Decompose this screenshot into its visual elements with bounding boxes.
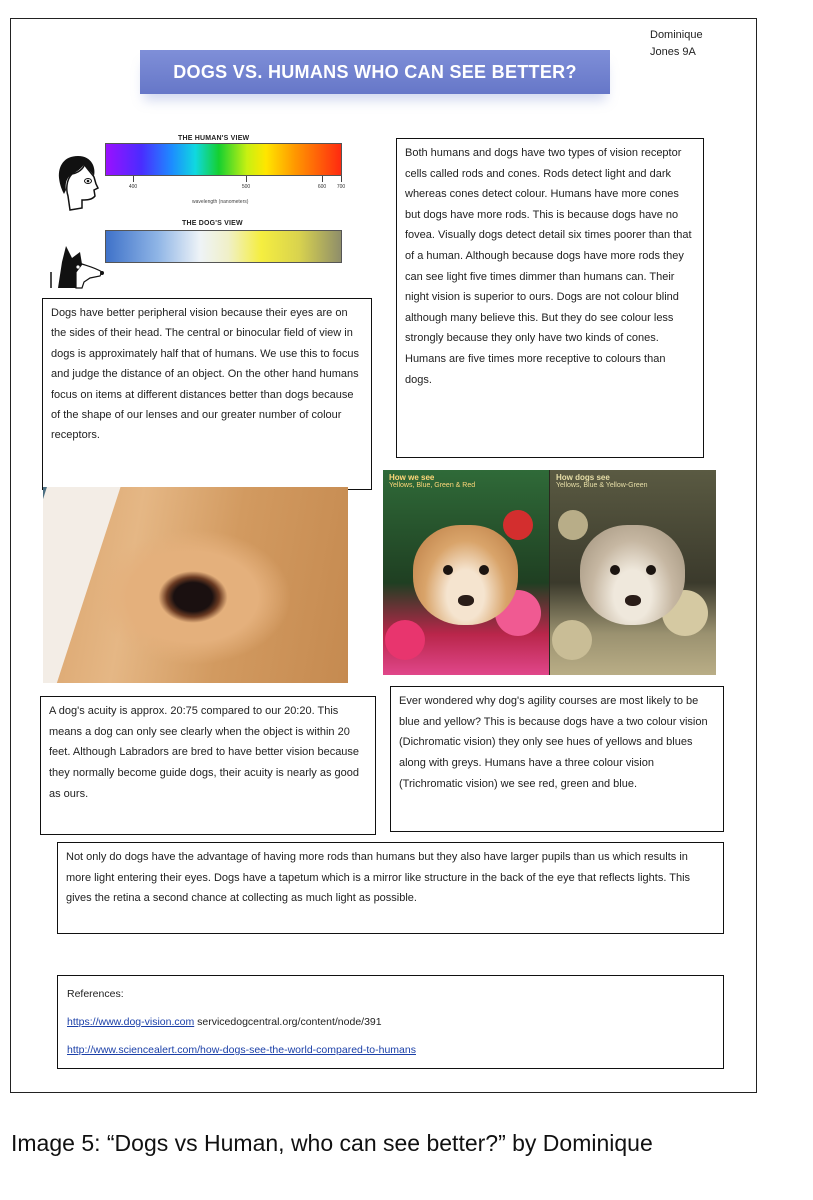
author-class: Jones 9A — [650, 46, 696, 58]
spectrum-ticks — [105, 176, 346, 196]
page-title: DOGS VS. HUMANS WHO CAN SEE BETTER? — [173, 61, 577, 82]
tick-label: 700 — [336, 184, 346, 190]
pupils-text: Not only do dogs have the advantage of having more rods than humans but they also have larger pupils than us which results in more light entering their eyes. Dogs have a tapetum which is a mirror like structure in the back of the eye that reflects lights. This gives the retina a second chance at collecting as much light as possible. — [66, 851, 691, 904]
agility-textbox — [390, 686, 724, 832]
reference-link-dog-vision[interactable]: https://www.dog-vision.com — [67, 1016, 195, 1028]
rods-cones-textbox — [396, 138, 704, 458]
reference-text-servicedog: servicedogcentral.org/content/node/391 — [197, 1016, 382, 1028]
spectrum-axis-label: wavelength (nanometers) — [192, 199, 249, 205]
author-name: Dominique — [650, 29, 703, 41]
human-head-icon — [52, 150, 104, 212]
puppy-comparison-photo — [383, 470, 716, 675]
human-spectrum-bar — [105, 143, 342, 176]
reference-link-sciencealert[interactable]: http://www.sciencealert.com/how-dogs-see-the-world-compared-to-humans — [67, 1044, 416, 1056]
dog-view-puppy — [550, 470, 716, 675]
pupils-textbox — [57, 842, 724, 934]
acuity-textbox — [40, 696, 376, 835]
reference-line-2 — [67, 1036, 714, 1064]
image-caption: Image 5: “Dogs vs Human, who can see better?” by Dominique — [11, 1130, 653, 1156]
references-box — [57, 975, 724, 1069]
human-view-puppy — [383, 470, 549, 675]
references-heading: References: — [67, 988, 124, 1000]
dog-view-heading: How dogs see — [556, 473, 610, 482]
dog-head-icon — [48, 242, 106, 290]
author-info — [650, 27, 730, 61]
agility-text: Ever wondered why dog's agility courses are most likely to be blue and yellow? This is because dogs have a two colour vision (Dichromatic vision) they only see hues of yellows and blues along with greys. Humans have a three colour vision (Trichromatic vision) we see red, green and blue. — [399, 695, 708, 790]
tick-label: 500 — [241, 184, 251, 190]
acuity-text: A dog's acuity is approx. 20:75 compared to our 20:20. This means a dog can only see clearly when the object is within 20 feet. Although Labradors are bred to have better vision because they normally become guide dogs, their acuity is nearly as good as ours. — [49, 705, 360, 800]
dog-spectrum-bar — [105, 230, 342, 263]
human-view-label: THE HUMAN'S VIEW — [178, 135, 250, 142]
human-view-heading: How we see — [389, 473, 435, 482]
tick-label: 600 — [317, 184, 327, 190]
dog-view-label: THE DOG'S VIEW — [182, 220, 243, 227]
reference-line-1 — [67, 1008, 714, 1036]
title-banner — [140, 50, 610, 94]
peripheral-vision-text: Dogs have better peripheral vision because their eyes are on the sides of their head. The central or binocular field of view in dogs is approximately half that of humans. We use this to focus and judge the distance of an object. On the other hand humans focus on items at different distances better than dogs because of the shape of our lenses and our greater number of colour receptors. — [51, 307, 359, 442]
human-view-sub: Yellows, Blue, Green & Red — [389, 482, 476, 489]
rods-cones-text: Both humans and dogs have two types of vision receptor cells called rods and cones. Rods detect light and dark whereas cones detect colour. Humans have more cones but dogs have more rods. This is because dogs have no fovea. Visually dogs detect detail six times poorer than that of a human. Although because dogs have more rods they can see light five times dimmer than humans can. Their night vision is superior to ours. Dogs are not colour blind although many believe this. But they do see colour less strongly because they only have two kinds of cones. Humans are five times more receptive to colours than dogs. — [405, 147, 692, 386]
dog-eye-photo — [43, 487, 348, 683]
dog-view-sub: Yellows, Blue & Yellow-Green — [556, 482, 648, 489]
peripheral-vision-textbox — [42, 298, 372, 490]
tick-label: 400 — [128, 184, 138, 190]
